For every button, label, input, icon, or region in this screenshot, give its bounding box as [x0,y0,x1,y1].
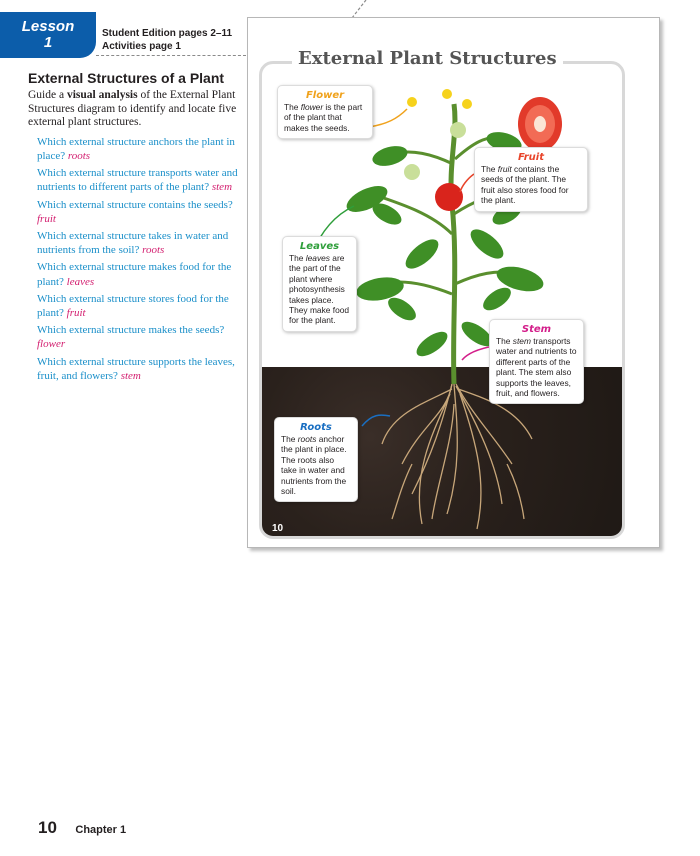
answer-text: leaves [66,275,95,288]
question-item [37,198,238,226]
question-text: Which external structure makes the seeds? [37,324,225,337]
green-tomato [404,164,420,180]
header-divider [96,55,246,56]
callout-post: contains the seeds of the plant. The fruit also stores food for the plant. [481,164,569,206]
callout-title: Fruit [518,152,544,163]
question-item [37,260,238,288]
lesson-tab [0,12,96,58]
fruit-arrow [460,174,474,192]
callout-term: fruit [497,164,512,174]
callout-post: anchor the plant in place. The roots also take in water and nutrients from the soil. [281,434,347,497]
callout-term: roots [297,434,317,444]
question-list [28,135,238,383]
student-page-thumbnail [247,17,660,548]
roots-callout [274,417,358,502]
leaves-callout [282,236,357,332]
question-text: Which external structure takes in water and nutrients from the soil? [37,230,229,257]
question-text: Which external structure stores food for the plant? [37,292,229,320]
activities-page: Activities page 1 [102,41,181,52]
callout-pre: The [284,102,301,112]
question-item [37,229,238,257]
callout-term: flower [300,102,324,112]
callout-post: transports water and nutrients to different parts of the plant. The stem also supports the leaves, fruit, and flowers. [496,336,577,399]
question-text: Which external structure contains the seeds? [37,198,233,211]
intro-bold: visual analysis [66,89,138,101]
student-edition-pages: Student Edition pages 2–11 [102,28,233,39]
section-title: External Structures of a Plant [28,70,225,86]
teacher-notes [28,70,238,386]
page-corner-dash [348,0,372,18]
callout-pre: The [481,164,498,174]
callout-pre: The [496,336,513,346]
flower-arrow [369,109,407,127]
student-page-number: 10 [272,523,284,534]
answer-text: fruit [66,307,86,320]
cut-tomato-illustration [518,97,562,151]
stem-illustration [451,104,455,384]
diagram-frame [259,61,625,539]
question-text: Which external structure anchors the plant in place? [37,135,235,162]
question-item [37,355,238,383]
flowers-illustration [407,89,472,109]
intro-after: of the External Plant Structures diagram to identify and locate five external plant structures. [28,89,237,129]
callout-term: leaves [305,253,330,263]
page-footer [38,818,126,838]
stem-callout [489,319,584,404]
callout-title: Stem [521,324,552,335]
answer-text: fruit [37,212,56,225]
answer-text: stem [211,181,233,194]
intro-before: Guide a [28,89,67,101]
answer-text: roots [67,149,91,162]
flower-callout [277,85,373,139]
page-number: 10 [38,818,57,837]
question-item [37,135,238,163]
question-item [37,166,238,194]
question-item [37,323,238,351]
callout-title: Roots [300,422,332,433]
callout-post: is the part of the plant that makes the seeds. [284,102,363,133]
fruit-callout [474,147,588,212]
callout-term: stem [512,336,531,346]
roots-arrow [362,415,390,426]
question-text: Which external structure transports water and nutrients to different parts of the plant? [37,167,238,194]
intro-text [28,89,238,130]
roots-illustration [382,384,532,529]
callout-pre: The [281,434,298,444]
edition-info [102,27,232,53]
answer-text: roots [142,244,165,257]
red-tomato [435,183,463,211]
callout-title: Leaves [299,241,340,252]
lesson-label: Lesson [21,18,75,35]
diagram-title: External Plant Structures [292,48,563,69]
callout-title: Flower [305,90,345,101]
lesson-number: 1 [43,34,53,51]
question-item [37,292,238,320]
answer-text: stem [120,369,141,382]
question-text: Which external structure supports the leaves, fruit, and flowers? [37,355,235,382]
green-tomato [450,122,466,138]
answer-text: flower [37,338,66,351]
callout-pre: The [289,253,306,263]
callout-post: are the part of the plant where photosynthesis takes place. They make food for the plant. [289,253,350,326]
chapter-label: Chapter 1 [75,824,127,836]
question-text: Which external structure makes food for the plant? [37,261,232,288]
